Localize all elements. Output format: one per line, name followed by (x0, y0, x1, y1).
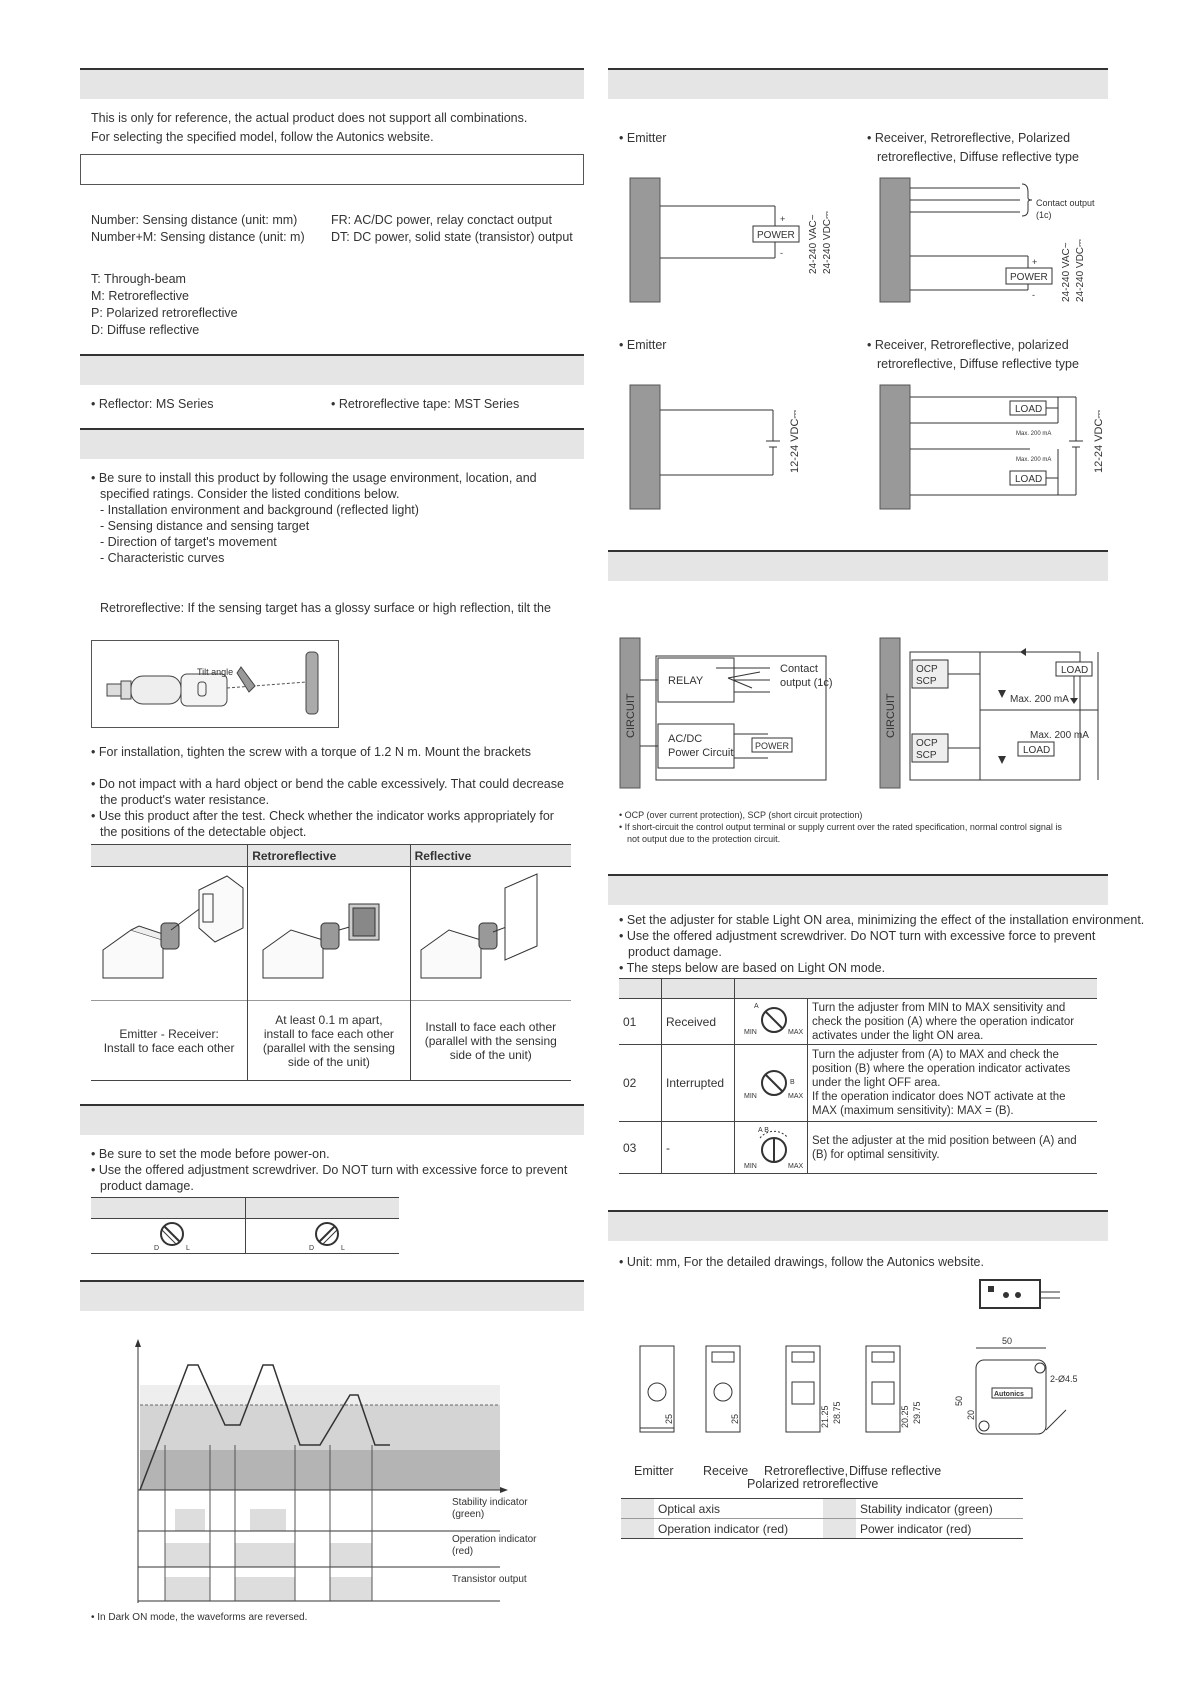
transistor-max200-1: Max. 200 mA (1010, 694, 1069, 705)
sens-row-01-desc: Turn the adjuster from MIN to MAX sensitivity and check the position (A) where the operation indicator activates under the light ON area. (812, 1001, 1075, 1042)
install-table-header-retro: Retroreflective (248, 845, 410, 867)
conn-power-label: POWER (757, 230, 795, 241)
legend-key-4 (823, 1519, 856, 1539)
conn-max200-1: Max. 200 mA (1016, 431, 1052, 437)
sens-dial-icons (738, 998, 810, 1178)
sensitivity-table (619, 978, 1097, 1174)
conn-contact-output: Contact output (1036, 198, 1095, 208)
conn-emitter-label: • Emitter (619, 131, 667, 145)
circuit-label-relay: CIRCUIT (625, 693, 637, 738)
relay-label: RELAY (668, 675, 704, 687)
mode-bullet-2-cont: product damage. (100, 1179, 194, 1193)
type-code-2: P: Polarized retroreflective (91, 306, 238, 320)
indicator-legend (621, 1498, 1023, 1539)
timing-note: • In Dark ON mode, the waveforms are reversed. (91, 1612, 308, 1623)
install-sub-2: - Direction of target's movement (100, 535, 277, 549)
dim-25-receiver: 25 (730, 1413, 740, 1424)
conn-emitter-label-2: • Emitter (619, 338, 667, 352)
ordering-note-1: This is only for reference, the actual product does not support all combinations. (91, 111, 528, 125)
tilt-angle-label: Tilt angle (197, 667, 234, 677)
dim-50-height: 50 (954, 1395, 964, 1406)
sens-max-1: MAX (788, 1029, 804, 1036)
install-bullet-1-cont: specified ratings. Consider the listed conditions below. (100, 487, 400, 501)
conn-vac-label-2: 24-240 VAC~ (1061, 242, 1072, 302)
conn-emitter-dc-diagram (630, 385, 820, 515)
sens-max-3: MAX (788, 1163, 804, 1170)
conn-vdc-label-2: 24-240 VDC⎓ (1075, 238, 1086, 302)
transistor-max200-2: Max. 200 mA (1030, 730, 1089, 741)
legend-key-1 (621, 1499, 654, 1519)
timing-transistor-label: Transistor output (452, 1574, 527, 1585)
mode-bullet-1: • Be sure to set the mode before power-on. (91, 1147, 330, 1161)
mode-light-on-dial (150, 1220, 200, 1254)
sens-row-01-no: 01 (619, 999, 662, 1045)
accessory-tape: • Retroreflective tape: MST Series (331, 397, 520, 411)
distance-code-1: Number: Sensing distance (unit: mm) (91, 213, 298, 227)
conn-vdc-label: 24-240 VDC⎓ (822, 210, 833, 274)
scp-label-1: SCP (916, 676, 937, 687)
section-header-sensitivity (608, 874, 1108, 905)
legend-optical-axis: Optical axis (658, 1501, 721, 1516)
dimension-drawings (630, 1320, 1100, 1460)
sens-row-01-state: Received (662, 999, 735, 1045)
sens-row-03-state: - (662, 1122, 735, 1174)
product-thumbnail (978, 1278, 1068, 1312)
acdc-power-box: POWER (755, 741, 790, 751)
dim-20: 20 (966, 1409, 976, 1420)
install-bullet-1: • Be sure to install this product by following the usage environment, location, and (91, 471, 537, 485)
install-bullet-4: • Use this product after the test. Check whether the indicator works appropriately for (91, 809, 554, 823)
dim-autonics-logo: Autonics (994, 1391, 1024, 1398)
accessory-reflector: • Reflector: MS Series (91, 397, 214, 411)
install-table-header-through (91, 845, 248, 867)
section-header-ordering (80, 68, 584, 99)
sens-min-2: MIN (744, 1093, 757, 1100)
dim-20-25: 20.25 (900, 1405, 910, 1428)
transistor-load-1: LOAD (1061, 665, 1089, 676)
conn-receiver-label-2: • Receiver, Retroreflective, polarized (867, 338, 1069, 352)
sens-header-step (619, 979, 662, 999)
legend-operation-indicator: Operation indicator (red) (658, 1521, 789, 1536)
dim-side-view (954, 1336, 1078, 1434)
sens-header-desc (735, 979, 1098, 999)
conn-12-24vdc-2: 12-24 VDC⎓ (1093, 409, 1105, 473)
conn-12-24vdc: 12-24 VDC⎓ (789, 409, 801, 473)
relay-circuit-diagram (620, 638, 855, 788)
conn-plus-2: + (1032, 257, 1038, 267)
conn-receiver-ac-diagram (880, 178, 1110, 308)
dim-label-emitter: Emitter (634, 1464, 674, 1478)
install-through-caption: Emitter - Receiver: Install to face each other (91, 1001, 248, 1081)
circuit-note-1: • OCP (over current protection), SCP (short circuit protection) (619, 810, 863, 820)
dim-emitter (640, 1346, 674, 1432)
install-illustrations (91, 868, 571, 1002)
dim-label-receive: Receive (703, 1464, 749, 1478)
dim-label-retro: Retroreflective, (764, 1464, 849, 1478)
acdc-power-circuit: Power Circuit (668, 747, 734, 759)
conn-receiver-label-2-cont: retroreflective, Diffuse reflective type (877, 357, 1079, 371)
sens-row-03-no: 03 (619, 1122, 662, 1174)
legend-key-3 (621, 1519, 654, 1539)
section-header-connections (608, 68, 1108, 99)
sens-bullet-1: • Set the adjuster for stable Light ON area, minimizing the effect of the installation environment. (619, 913, 1145, 927)
type-code-0: T: Through-beam (91, 272, 186, 286)
dims-unit-note: • Unit: mm, For the detailed drawings, follow the Autonics website. (619, 1255, 984, 1269)
circuit-note-3: not output due to the protection circuit. (627, 834, 781, 844)
sens-bullet-3: • The steps below are based on Light ON mode. (619, 961, 886, 975)
type-code-3: D: Diffuse reflective (91, 323, 200, 337)
section-header-timing (80, 1280, 584, 1311)
conn-emitter-ac-diagram (630, 178, 850, 308)
ocp-label-1: OCP (916, 664, 938, 675)
dim-29-75: 29.75 (912, 1401, 922, 1424)
sens-max-2: MAX (788, 1093, 804, 1100)
mode-dark-on-dial (305, 1220, 355, 1254)
circuit-note-2: • If short-circuit the control output terminal or supply current over the rated specification, normal control signal is (619, 822, 1062, 832)
conn-minus: - (780, 248, 783, 258)
dim-label-diffuse: Diffuse reflective (849, 1464, 942, 1478)
timing-operation-color: (red) (452, 1546, 474, 1557)
mode-d-label: D (154, 1245, 160, 1252)
timing-operation-label: Operation indicator (452, 1534, 537, 1545)
sens-mark-b: B (790, 1079, 795, 1086)
install-sub-0: - Installation environment and background (reflected light) (100, 503, 419, 517)
conn-max200-2: Max. 200 mA (1016, 457, 1052, 463)
conn-receiver-label-cont: retroreflective, Diffuse reflective type (877, 150, 1079, 164)
acdc-label: AC/DC (668, 733, 703, 745)
timing-stability-color: (green) (452, 1509, 485, 1520)
sens-dial-b (744, 1071, 804, 1100)
sens-row-02 (619, 1045, 1097, 1122)
ocp-label-2: OCP (916, 738, 938, 749)
transistor-load-2: LOAD (1023, 745, 1051, 756)
sens-row-02-state: Interrupted (662, 1045, 735, 1122)
dim-diffuse (866, 1346, 922, 1432)
install-table-header-reflective: Reflective (414, 848, 472, 863)
legend-stability-indicator: Stability indicator (green) (860, 1501, 993, 1516)
section-header-mode (80, 1104, 584, 1135)
conn-receiver-label: • Receiver, Retroreflective, Polarized (867, 131, 1071, 145)
legend-key-2 (823, 1499, 856, 1519)
dim-28-75: 28.75 (832, 1401, 842, 1424)
sens-dial-mid (744, 1127, 804, 1170)
sens-row-02-desc: Turn the adjuster from (A) to MAX and check the position (B) where the operation indicator activates under the light OFF area. If the operation indicator does NOT activate at the MAX (maximum sensitivity): MAX = (B). (812, 1049, 1071, 1117)
dim-label-polarized: Polarized retroreflective (747, 1477, 879, 1491)
install-reflective-caption: Install to face each other (parallel with the sensing side of the unit) (424, 1019, 557, 1062)
conn-minus-2: - (1032, 290, 1035, 300)
mode-l-label-2: L (341, 1245, 345, 1252)
install-sub-1: - Sensing distance and sensing target (100, 519, 310, 533)
install-bullet-3: • Do not impact with a hard object or bend the cable excessively. That could decrease (91, 777, 564, 791)
install-retro-caption: At least 0.1 m apart, install to face each other (parallel with the sensing side of the unit) (248, 1001, 410, 1081)
sens-dial-a (744, 1003, 804, 1036)
conn-vac-label: 24-240 VAC~ (808, 214, 819, 274)
conn-plus: + (780, 214, 786, 224)
circuit-label-transistor: CIRCUIT (885, 693, 897, 738)
sens-mark-ab: A B (758, 1127, 769, 1134)
sens-row-01 (619, 999, 1097, 1045)
sens-min-1: MIN (744, 1029, 757, 1036)
relay-contact-label: Contact (780, 663, 818, 675)
ordering-note-2: For selecting the specified model, follow the Autonics website. (91, 130, 434, 144)
mode-l-label: L (186, 1245, 190, 1252)
sens-bullet-2: • Use the offered adjustment screwdriver. Do NOT turn with excessive force to prevent (619, 929, 1096, 943)
install-retro-note: Retroreflective: If the sensing target has a glossy surface or high reflection, tilt the (100, 601, 551, 615)
conn-power-label-2: POWER (1010, 272, 1048, 283)
section-header-dimensions (608, 1210, 1108, 1241)
conn-load-1: LOAD (1015, 404, 1043, 415)
dim-21-25: 21.25 (820, 1405, 830, 1428)
power-code-1: FR: AC/DC power, relay conctact output (331, 213, 552, 227)
dim-hole: 2-Ø4.5 (1050, 1374, 1078, 1384)
sens-mark-a: A (754, 1003, 759, 1010)
power-code-2: DT: DC power, solid state (transistor) output (331, 230, 573, 244)
install-bullet-3-cont: the product's water resistance. (100, 793, 270, 807)
sens-bullet-2-cont: product damage. (628, 945, 722, 959)
section-header-accessories (80, 354, 584, 385)
sens-row-03-desc: Set the adjuster at the mid position between (A) and (B) for optimal sensitivity. (812, 1134, 1077, 1161)
install-bullet-2: • For installation, tighten the screw with a torque of 1.2 N m. Mount the brackets (91, 745, 532, 759)
model-code-box (80, 154, 584, 185)
sens-row-02-no: 02 (619, 1045, 662, 1122)
legend-power-indicator: Power indicator (red) (860, 1521, 972, 1536)
dim-25-emitter: 25 (664, 1413, 674, 1424)
tilt-angle-drawing (91, 640, 337, 726)
conn-contact-1c: (1c) (1036, 210, 1052, 220)
conn-receiver-dc-diagram (880, 385, 1110, 515)
transistor-circuit-diagram (880, 638, 1105, 788)
scp-label-2: SCP (916, 750, 937, 761)
sens-min-3: MIN (744, 1163, 757, 1170)
sens-header-state (662, 979, 735, 999)
distance-code-2: Number+M: Sensing distance (unit: m) (91, 230, 305, 244)
dim-receiver (706, 1346, 740, 1432)
mode-table-divider (245, 1197, 246, 1254)
install-bullet-4-cont: the positions of the detectable object. (100, 825, 307, 839)
timing-stability-label: Stability indicator (452, 1497, 528, 1508)
dim-retro (786, 1346, 842, 1432)
relay-contact-1c: output (1c) (780, 677, 833, 689)
type-code-1: M: Retroreflective (91, 289, 189, 303)
section-header-circuit (608, 550, 1108, 581)
dim-50-width: 50 (1002, 1336, 1013, 1346)
install-sub-3: - Characteristic curves (100, 551, 225, 565)
sens-row-03 (619, 1122, 1097, 1174)
mode-bullet-2: • Use the offered adjustment screwdriver. Do NOT turn with excessive force to prevent (91, 1163, 568, 1177)
conn-load-2: LOAD (1015, 474, 1043, 485)
mode-d-label-2: D (309, 1245, 315, 1252)
section-header-installation (80, 428, 584, 459)
